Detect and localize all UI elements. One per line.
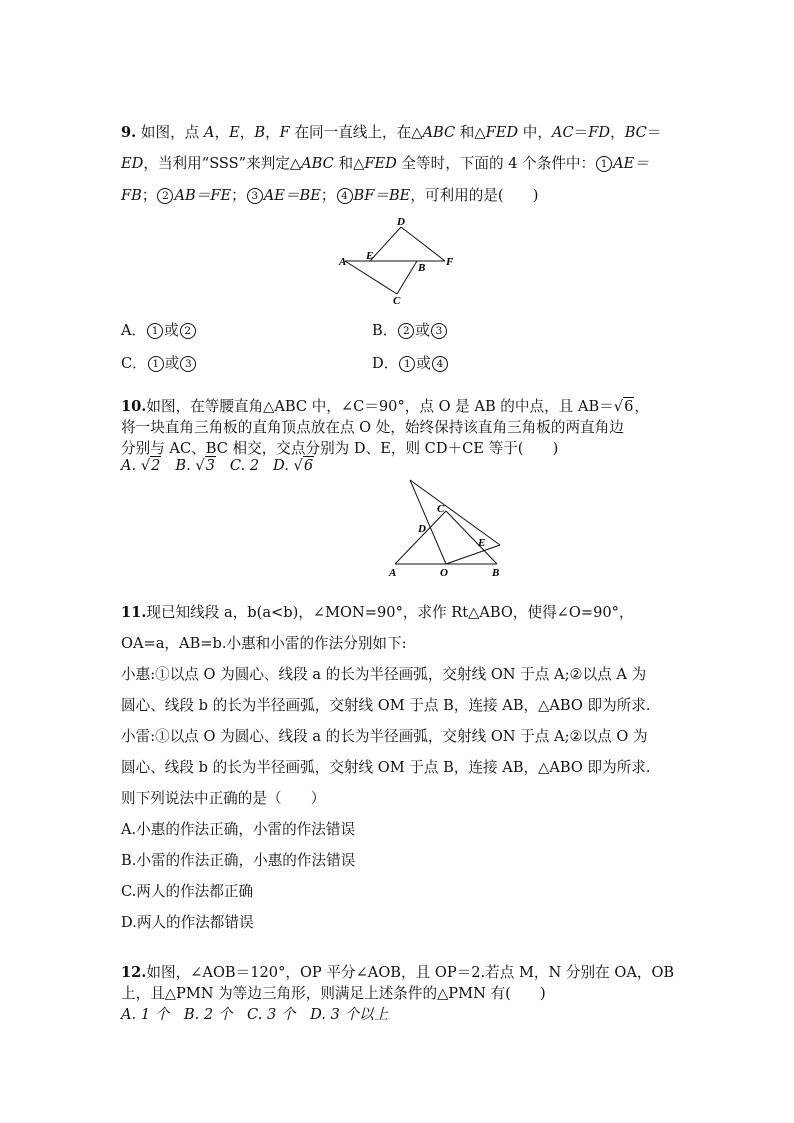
q11-option-a[interactable]: A.小惠的作法正确，小雷的作法错误	[121, 821, 356, 838]
q9-line-2: ED，当利用“SSS”来判定△ABC 和△FED 全等时，下面的 4 个条件中： 1 AE＝	[121, 155, 649, 172]
circled-number: 2	[157, 188, 173, 204]
q11-option-b[interactable]: B.小雷的作法正确，小惠的作法错误	[121, 852, 356, 869]
q10-figure	[385, 475, 510, 580]
svg-text:O: O	[440, 567, 448, 579]
q9-option-b[interactable]: B． 2 或 3	[372, 319, 448, 340]
svg-text:A: A	[389, 567, 397, 579]
q9-line-1: 9. 如图，点 A，E，B，F 在同一直线上，在△ABC 和△FED 中，AC＝FD，BC＝	[121, 124, 662, 141]
q12-line-1: 12.如图，∠AOB＝120°，OP 平分∠AOB，且 OP＝2.若点 M，N 分别在 OA，OB	[121, 964, 675, 981]
svg-text:C: C	[437, 503, 445, 515]
circled-number: 3	[247, 188, 263, 204]
q9-option-a[interactable]: A． 1 或 2	[121, 319, 197, 340]
q10-line-1: 10.如图，在等腰直角△ABC 中，∠C＝90°，点 O 是 AB 的中点，且 AB＝√6，	[121, 398, 649, 415]
q11-option-d[interactable]: D.两人的作法都错误	[121, 914, 254, 931]
q9-option-c[interactable]: C． 1 或 3	[121, 352, 197, 373]
q9-number: 9.	[121, 124, 137, 141]
label-a: A	[339, 256, 347, 268]
q9-figure	[335, 214, 460, 306]
label-d: D	[397, 216, 405, 228]
q9-option-d[interactable]: D． 1 或 4	[372, 352, 449, 373]
label-f: F	[446, 256, 454, 268]
q9-line-3: FB； 2 AB＝FE； 3 AE＝BE； 4 BF＝BE，可利用的是( )	[121, 187, 539, 204]
label-b: B	[418, 262, 426, 274]
q10-line-2: 将一块直角三角板的直角顶点放在点 O 处，始终保持该直角三角板的两直角边	[121, 419, 624, 436]
q10-line-3: 分别与 AC、BC 相交，交点分别为 D、E，则 CD＋CE 等于( )	[121, 440, 559, 457]
q11-option-c[interactable]: C.两人的作法都正确	[121, 883, 254, 900]
q12-options[interactable]: A. 1 个 B. 2 个 C. 3 个 D. 3 个以上	[121, 1006, 389, 1023]
svg-text:E: E	[478, 537, 486, 549]
q10-options[interactable]: A. √2 B. √3 C. 2 D. √6	[121, 457, 314, 474]
label-e: E	[366, 250, 374, 262]
q11-line-1: 11.现已知线段 a，b(a<b)，∠MON=90°，求作 Rt△ABO，使得∠O=90°，	[121, 604, 634, 621]
circled-number: 4	[337, 188, 353, 204]
svg-text:B: B	[492, 567, 500, 579]
label-c: C	[393, 295, 401, 307]
svg-text:D: D	[418, 523, 426, 535]
circled-number: 1	[596, 156, 612, 172]
